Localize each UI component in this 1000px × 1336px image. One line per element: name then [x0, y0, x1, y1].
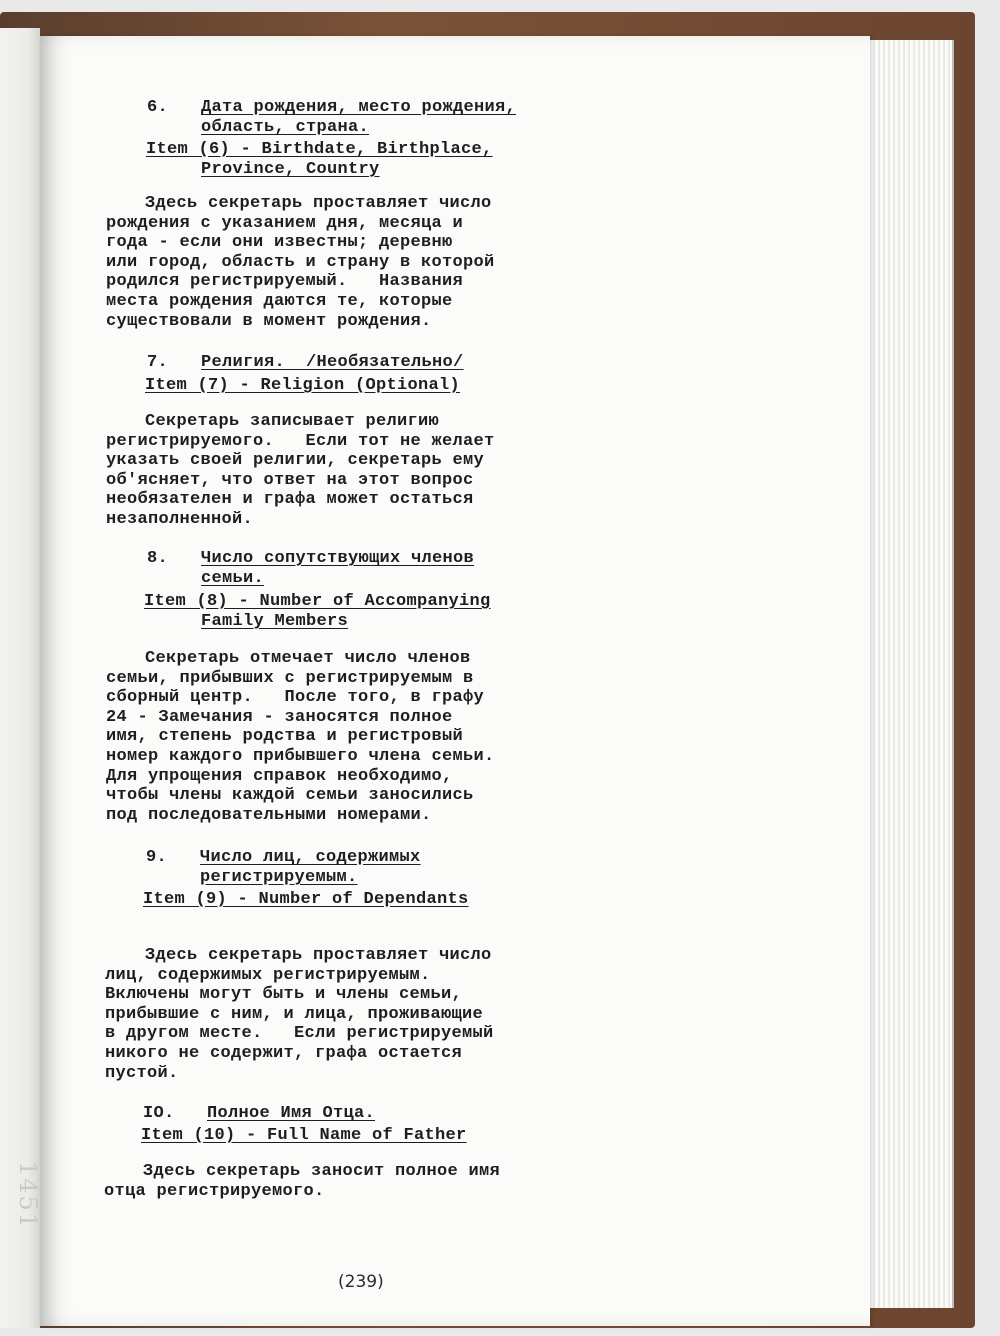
body-line: пустой. [105, 1063, 179, 1083]
page-stack-edges [860, 40, 954, 1308]
body-line: семьи, прибывших с регистрируемым в [106, 668, 474, 688]
body-line: 24 - Замечания - заносятся полное [106, 707, 453, 727]
body-line: незаполненной. [106, 509, 254, 529]
body-line: имя, степень родства и регистровый [106, 727, 464, 747]
body-line: об'ясняет, что ответ на этот вопрос [106, 470, 474, 490]
section-8-body [106, 649, 495, 825]
section-number: 8. [147, 549, 169, 568]
body-line: лиц, содержимых регистрируемым. [105, 965, 431, 985]
section-8-heading-en [144, 592, 491, 612]
body-line: Секретарь записывает религию [145, 412, 440, 431]
section-6-heading-ru [147, 98, 516, 118]
body-line: чтобы члены каждой семьи заносились [106, 786, 474, 806]
body-line: места рождения даются те, которые [106, 291, 453, 311]
heading-ru-line: Религия. /Необязательно/ [201, 353, 464, 372]
section-10-heading-en [141, 1126, 467, 1146]
section-number: 7. [147, 353, 169, 372]
heading-ru-line: Число сопутствующих членов [201, 549, 475, 568]
body-line: Секретарь отмечает число членов [145, 649, 471, 668]
section-8-heading-ru [147, 549, 474, 569]
section-7-heading-en [145, 376, 460, 396]
body-line: прибывшие с ним, и лица, проживающие [105, 1004, 484, 1024]
heading-ru-line: Полное Имя Отца. [207, 1104, 376, 1123]
body-line: Здесь секретарь проставляет число [145, 946, 492, 965]
section-7-body [106, 412, 495, 530]
heading-en-line: Item (9) - Number of Dependants [143, 890, 469, 909]
section-8-heading-en-cont: Family Members [201, 612, 349, 631]
heading-en-line: Item (6) - Birthdate, Birthplace, [146, 140, 493, 159]
body-line: Включены могут быть и члены семьи, [105, 985, 463, 1005]
body-line: никого не содержит, графа остается [105, 1043, 463, 1063]
section-number: 6. [147, 98, 169, 117]
body-line: необязателен и графа может остаться [106, 490, 474, 510]
section-number: 9. [146, 848, 168, 867]
section-6-body [106, 194, 495, 331]
section-6-heading-en [146, 140, 493, 160]
section-10-body [104, 1162, 500, 1201]
heading-en-line: Item (8) - Number of Accompanying [144, 592, 491, 611]
section-10-heading-ru [143, 1104, 375, 1124]
section-9-heading-en [143, 890, 469, 910]
body-line: года - если они известны; деревню [106, 233, 453, 253]
heading-ru-line: Число лиц, содержимых [200, 848, 421, 867]
section-9-heading-ru-cont: регистрируемым. [200, 868, 358, 887]
heading-ru-line: Дата рождения, место рождения, [201, 98, 517, 117]
body-line: существовали в момент рождения. [106, 311, 432, 331]
document-page [14, 36, 870, 1326]
section-number: IO. [143, 1104, 175, 1123]
heading-en-line: Item (7) - Religion (Optional) [145, 376, 461, 395]
section-6-heading-ru-cont: область, страна. [201, 118, 370, 137]
body-line: или город, область и страну в которой [106, 252, 495, 272]
section-7-heading-ru [147, 353, 464, 373]
section-8-heading-ru-cont: семьи. [201, 569, 265, 588]
body-line: в другом месте. Если регистрируемый [105, 1024, 494, 1044]
body-line: сборный центр. После того, в графу [106, 688, 485, 708]
body-line: Для упрощения справок необходимо, [106, 766, 453, 786]
body-line: номер каждого прибывшего члена семьи. [106, 746, 495, 766]
section-9-body [105, 946, 494, 1083]
body-line: указать своей религии, секретарь ему [106, 451, 485, 471]
left-page-edge [0, 28, 40, 1328]
margin-note: 1451 [14, 1161, 42, 1231]
body-line: отца регистрируемого. [104, 1181, 325, 1201]
section-6-heading-en-cont: Province, Country [201, 160, 380, 179]
section-9-heading-ru [146, 848, 421, 868]
body-line: рождения с указанием дня, месяца и [106, 213, 464, 233]
page-number: (239) [338, 1272, 384, 1292]
body-line: под последовательными номерами. [106, 805, 432, 825]
body-line: Здесь секретарь заносит полное имя [143, 1162, 501, 1181]
body-line: родился регистрируемый. Названия [106, 272, 464, 292]
heading-en-line: Item (10) - Full Name of Father [141, 1126, 467, 1145]
body-line: регистрируемого. Если тот не желает [106, 431, 495, 451]
body-line: Здесь секретарь проставляет число [145, 194, 492, 213]
